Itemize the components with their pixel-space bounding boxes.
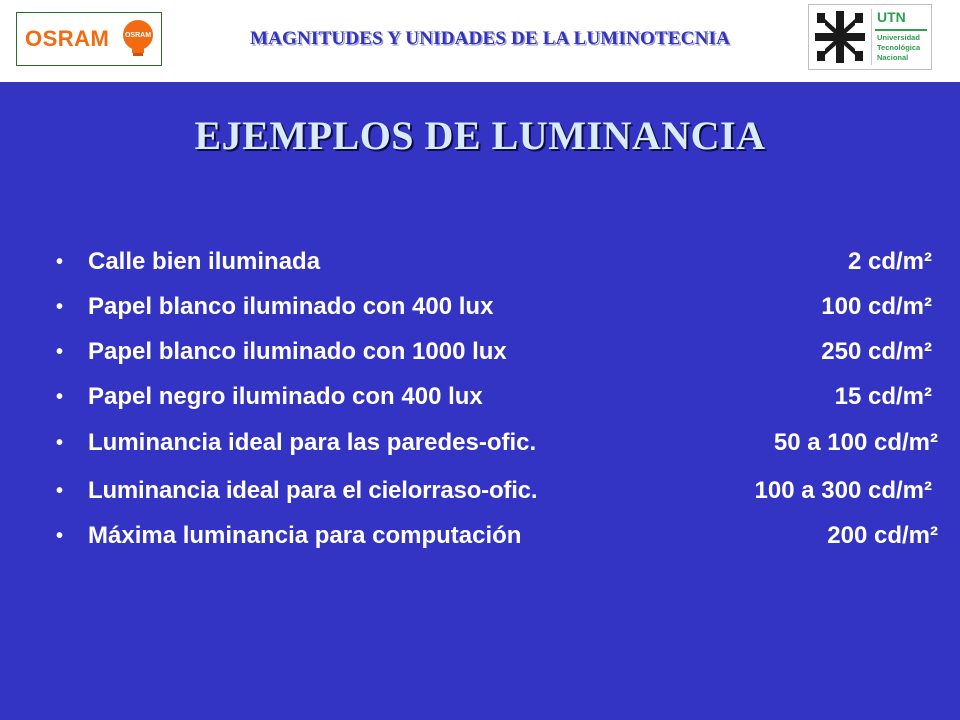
utn-name-line: Nacional (877, 53, 909, 62)
list-item (56, 290, 938, 324)
list-item (56, 519, 938, 553)
utn-divider (871, 9, 872, 65)
list-item (56, 335, 938, 369)
utn-logo (808, 4, 932, 70)
list-item-value: 250 cd/m² (821, 338, 932, 365)
osram-bulb-label: OSRAM (124, 32, 152, 39)
list-item (56, 426, 938, 460)
list-item-value: 2 cd/m² (847, 248, 932, 275)
list-item-label: Papel negro iluminado con 400 lux (88, 383, 483, 410)
list-item-value: 200 cd/m² (827, 522, 938, 549)
list-item-label: Papel blanco iluminado con 400 lux (88, 293, 494, 320)
list-item-value: 100 cd/m² (821, 293, 932, 320)
utn-name-line: Tecnológica (877, 43, 921, 52)
utn-name (877, 33, 920, 63)
utn-name-line: Universidad (877, 33, 920, 42)
bullet-icon: • (56, 432, 64, 454)
list-item-label: Luminancia ideal para el cielorraso-ofic. (88, 477, 538, 504)
list-item (56, 245, 938, 279)
bullet-icon: • (56, 480, 64, 502)
utn-emblem-icon (813, 9, 867, 65)
bullet-icon: • (56, 386, 64, 408)
slide-body (0, 82, 960, 720)
utn-acronym: UTN (877, 9, 906, 25)
list-item-label: Papel blanco iluminado con 1000 lux (88, 338, 507, 365)
list-item-value: 15 cd/m² (834, 383, 932, 410)
list-item-label: Luminancia ideal para las paredes-ofic. (88, 429, 537, 456)
list-item (56, 380, 938, 414)
osram-logo-word: OSRAM (25, 26, 110, 51)
utn-accent-bar (875, 29, 927, 31)
osram-logo (16, 12, 162, 66)
list-item-value: 100 a 300 cd/m² (754, 477, 932, 504)
header-title: MAGNITUDES Y UNIDADES DE LA LUMINOTECNIA (249, 28, 731, 49)
bullet-icon: • (56, 251, 64, 273)
luminance-list (0, 82, 960, 720)
list-item-value: 50 a 100 cd/m² (773, 429, 938, 456)
header-bar (0, 0, 960, 82)
slide-title: EJEMPLOS DE LUMINANCIA (194, 113, 766, 158)
list-item-label: Máxima luminancia para computación (88, 522, 522, 549)
bullet-icon: • (56, 525, 64, 547)
bullet-icon: • (56, 296, 64, 318)
bullet-icon: • (56, 341, 64, 363)
list-item (56, 474, 938, 508)
list-item-label: Calle bien iluminada (88, 248, 321, 275)
